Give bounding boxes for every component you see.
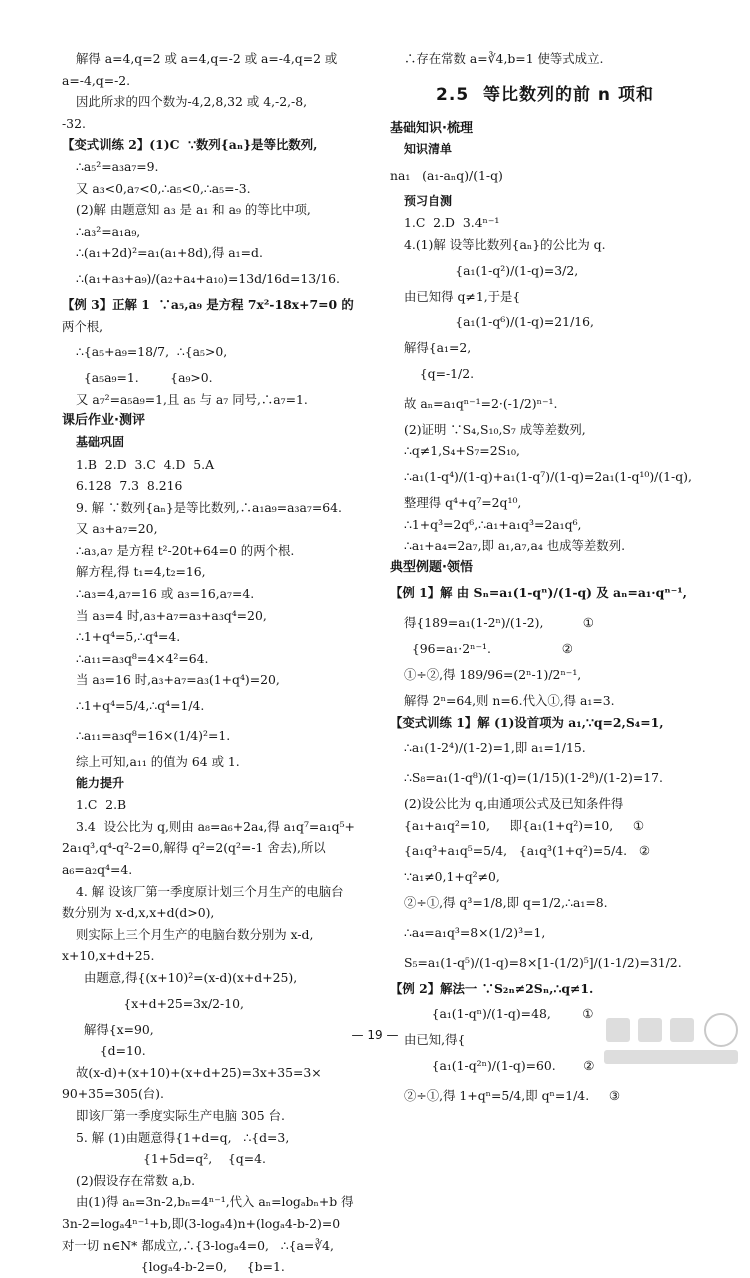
right-line: ∴a₁(1-q⁴)/(1-q)+a₁(1-q⁷)/(1-q)=2a₁(1-q¹⁰)/(1-q), — [404, 468, 692, 484]
right-line: 整理得 q⁴+q⁷=2q¹⁰, — [404, 494, 522, 510]
right-line: (2)证明 ∵S₄,S₁₀,S₇ 成等差数列, — [404, 421, 586, 437]
left-line: 综上可知,a₁₁ 的值为 64 或 1. — [76, 754, 240, 770]
left-line: 5. 解 (1)由题意得{1+d=q, ∴{d=3, — [76, 1129, 290, 1145]
left-line: 90+35=305(台). — [62, 1086, 164, 1102]
left-line: 又 a₃+a₇=20, — [76, 521, 158, 537]
right-line: 【例 1】解 由 Sₙ=a₁(1-qⁿ)/(1-q) 及 aₙ=a₁·qⁿ⁻¹, — [390, 585, 687, 601]
right-line: ①÷②,得 189/96=(2ⁿ-1)/2ⁿ⁻¹, — [404, 666, 582, 682]
left-line: (2)解 由题意知 a₃ 是 a₁ 和 a₉ 的等比中项, — [76, 202, 311, 218]
left-line: ∴a₅²=a₃a₇=9. — [76, 158, 159, 174]
right-line: 1.C 2.D 3.4ⁿ⁻¹ — [404, 215, 500, 231]
right-line: 解得{a₁=2, — [404, 340, 472, 356]
left-line: 由题意,得{(x+10)²=(x-d)(x+d+25), — [84, 969, 298, 985]
right-line: ∴q≠1,S₄+S₇=2S₁₀, — [404, 443, 520, 459]
left-line: a₆=a₂q⁴=4. — [62, 862, 133, 877]
right-line: 由已知,得{ — [404, 1032, 466, 1048]
left-line: ∴a₁₁=a₃q⁸=4×4²=64. — [76, 650, 209, 666]
right-line: 得{189=a₁(1-2ⁿ)/(1-2), ① — [404, 615, 594, 631]
left-line: 则实际上三个月生产的电脑台数分别为 x-d, — [76, 926, 314, 942]
left-line: 故(x-d)+(x+10)+(x+d+25)=3x+35=3× — [76, 1064, 322, 1080]
left-line: 又 a₇²=a₅a₉=1,且 a₅ 与 a₇ 同号,∴a₇=1. — [76, 391, 308, 407]
right-line: 典型例题·领悟 — [390, 559, 473, 575]
left-line: 对一切 n∈N* 都成立,∴{3-logₐ4=0, ∴{a=∛4, — [62, 1237, 334, 1253]
right-line: 【例 2】解法一 ∵S₂ₙ≠2Sₙ,∴q≠1. — [390, 980, 594, 996]
right-line: {a₁(1-q²)/(1-q)=3/2, — [404, 262, 579, 278]
left-line: 3.4 设公比为 q,则由 a₈=a₆+2a₄,得 a₁q⁷=a₁q⁵+ — [76, 818, 355, 834]
left-line: a=-4,q=-2. — [62, 72, 131, 88]
right-line: S₅=a₁(1-q⁵)/(1-q)=8×[1-(1/2)⁵]/(1-1/2)=31/2. — [404, 954, 682, 970]
right-line: ②÷①,得 1+qⁿ=5/4,即 qⁿ=1/4. ③ — [404, 1088, 620, 1104]
left-line: ∴a₃²=a₁a₉, — [76, 223, 141, 239]
page-number: — 19 — — [351, 1028, 399, 1042]
right-line: ∴a₁+a₄=2a₇,即 a₁,a₇,a₄ 也成等差数列. — [404, 538, 626, 554]
left-line: 课后作业·测评 — [62, 413, 145, 429]
right-column — [390, 48, 700, 1111]
left-line: ∴1+q⁴=5,∴q⁴=4. — [76, 629, 181, 645]
left-line: 解得 a=4,q=2 或 a=4,q=-2 或 a=-4,q=2 或 — [76, 51, 338, 66]
left-line: ∴(a₁+2d)²=a₁(a₁+8d),得 a₁=d. — [76, 245, 263, 261]
right-line: {q=-1/2. — [404, 365, 475, 381]
right-line: 故 aₙ=a₁qⁿ⁻¹=2·(-1/2)ⁿ⁻¹. — [404, 395, 558, 411]
left-line: 3n-2=logₐ4ⁿ⁻¹+b,即(3-logₐ4)n+(logₐ4-b-2)=0 — [62, 1215, 341, 1231]
left-line: 因此所求的四个数为-4,2,8,32 或 4,-2,-8, — [76, 94, 308, 110]
left-line: 即该厂第一季度实际生产电脑 305 台. — [76, 1107, 285, 1123]
left-line: {1+5d=q², {q=4. — [76, 1151, 266, 1167]
right-line: ∵a₁≠0,1+q²≠0, — [404, 869, 500, 885]
left-column — [62, 48, 380, 1278]
right-line: 基础知识·梳理 — [390, 120, 473, 136]
right-line: {a₁q³+a₁q⁵=5/4, {a₁q³(1+q²)=5/4. ② — [404, 843, 651, 859]
left-line: 【例 3】正解 1 ∵a₅,a₉ 是方程 7x²-18x+7=0 的 — [62, 296, 354, 312]
left-line: 2a₁q³,q⁴-q²-2=0,解得 q²=2(q²=-1 舍去),所以 — [62, 840, 326, 856]
left-line: ∴a₃=4,a₇=16 或 a₃=16,a₇=4. — [76, 586, 255, 602]
left-line: 6.128 7.3 8.216 — [76, 478, 183, 494]
left-line: 又 a₃<0,a₇<0,∴a₅<0,∴a₅=-3. — [76, 180, 251, 196]
right-line: {96=a₁·2ⁿ⁻¹. ② — [404, 641, 573, 657]
right-line: ∴1+q³=2q⁶,∴a₁+a₁q³=2a₁q⁶, — [404, 516, 582, 532]
left-line: {x+d+25=3x/2-10, — [84, 995, 244, 1011]
left-line: 1.C 2.B — [76, 797, 127, 813]
left-line: 解得{x=90, — [84, 1021, 154, 1037]
left-line: 当 a₃=4 时,a₃+a₇=a₃+a₃q⁴=20, — [76, 607, 267, 623]
left-line: 能力提升 — [76, 775, 125, 790]
watermark-icon — [598, 1008, 746, 1068]
left-line: ∴1+q⁴=5/4,∴q⁴=1/4. — [76, 698, 205, 714]
right-line: ∴存在常数 a=∛4,b=1 使等式成立. — [404, 51, 604, 66]
right-line: ∴a₁(1-2⁴)/(1-2)=1,即 a₁=1/15. — [404, 740, 586, 756]
left-line: 当 a₃=16 时,a₃+a₇=a₃(1+q⁴)=20, — [76, 672, 280, 688]
right-line: ∴a₄=a₁q³=8×(1/2)³=1, — [404, 924, 546, 940]
watermark-logo — [598, 1008, 746, 1068]
left-line: 数分别为 x-d,x,x+d(d>0), — [62, 905, 215, 921]
right-line: {a₁(1-qⁿ)/(1-q)=48, ① — [404, 1006, 594, 1022]
right-line: 预习自测 — [404, 193, 453, 208]
left-line: 4. 解 设该厂第一季度原计划三个月生产的电脑台 — [76, 883, 344, 899]
left-line: (2)假设存在常数 a,b. — [76, 1172, 196, 1188]
right-line: {a₁(1-q²ⁿ)/(1-q)=60. ② — [404, 1058, 595, 1074]
left-line: 【变式训练 2】(1)C ∵数列{aₙ}是等比数列, — [62, 137, 318, 153]
right-line: 【变式训练 1】解 (1)设首项为 a₁,∵q=2,S₄=1, — [390, 714, 664, 730]
right-line: ∴S₈=a₁(1-q⁸)/(1-q)=(1/15)(1-2⁸)/(1-2)=17. — [404, 770, 663, 786]
left-line: ∴{a₅+a₉=18/7, ∴{a₅>0, — [76, 344, 228, 360]
left-line: 9. 解 ∵数列{aₙ}是等比数列,∴a₁a₉=a₃a₇=64. — [76, 499, 342, 515]
right-line: 由已知得 q≠1,于是{ — [404, 288, 521, 304]
right-line: (2)设公比为 q,由通项公式及已知条件得 — [404, 796, 624, 812]
left-line: {logₐ4-b-2=0, {b=1. — [62, 1259, 285, 1275]
left-line: -32. — [62, 115, 86, 131]
left-line: 由(1)得 aₙ=3n-2,bₙ=4ⁿ⁻¹,代入 aₙ=logₐbₙ+b 得 — [76, 1194, 354, 1210]
left-line: 1.B 2.D 3.C 4.D 5.A — [76, 456, 215, 472]
right-line: 4.(1)解 设等比数列{aₙ}的公比为 q. — [404, 236, 606, 252]
left-line: ∴(a₁+a₃+a₉)/(a₂+a₄+a₁₀)=13d/16d=13/16. — [76, 270, 340, 286]
left-line: {d=10. — [84, 1043, 146, 1059]
right-line: {a₁(1-q⁶)/(1-q)=21/16, — [404, 314, 594, 330]
left-line: ∴a₃,a₇ 是方程 t²-20t+64=0 的两个根. — [76, 542, 295, 558]
left-line: x+10,x+d+25. — [62, 948, 155, 964]
left-line: 解方程,得 t₁=4,t₂=16, — [76, 564, 206, 580]
right-line: 2.5 等比数列的前 n 项和 — [436, 84, 654, 105]
right-line: na₁ (a₁-aₙq)/(1-q) — [390, 167, 503, 183]
left-line: {a₅a₉=1. {a₉>0. — [76, 370, 213, 386]
right-line: {a₁+a₁q²=10, 即{a₁(1+q²)=10, ① — [404, 817, 645, 833]
left-line: 两个根, — [62, 318, 104, 334]
left-line: 基础巩固 — [76, 434, 125, 449]
right-line: ②÷①,得 q³=1/8,即 q=1/2,∴a₁=8. — [404, 894, 608, 910]
left-line: ∴a₁₁=a₃q⁸=16×(1/4)²=1. — [76, 728, 231, 744]
right-line: 知识清单 — [404, 142, 453, 157]
right-line: 解得 2ⁿ=64,则 n=6.代入①,得 a₁=3. — [404, 692, 615, 708]
